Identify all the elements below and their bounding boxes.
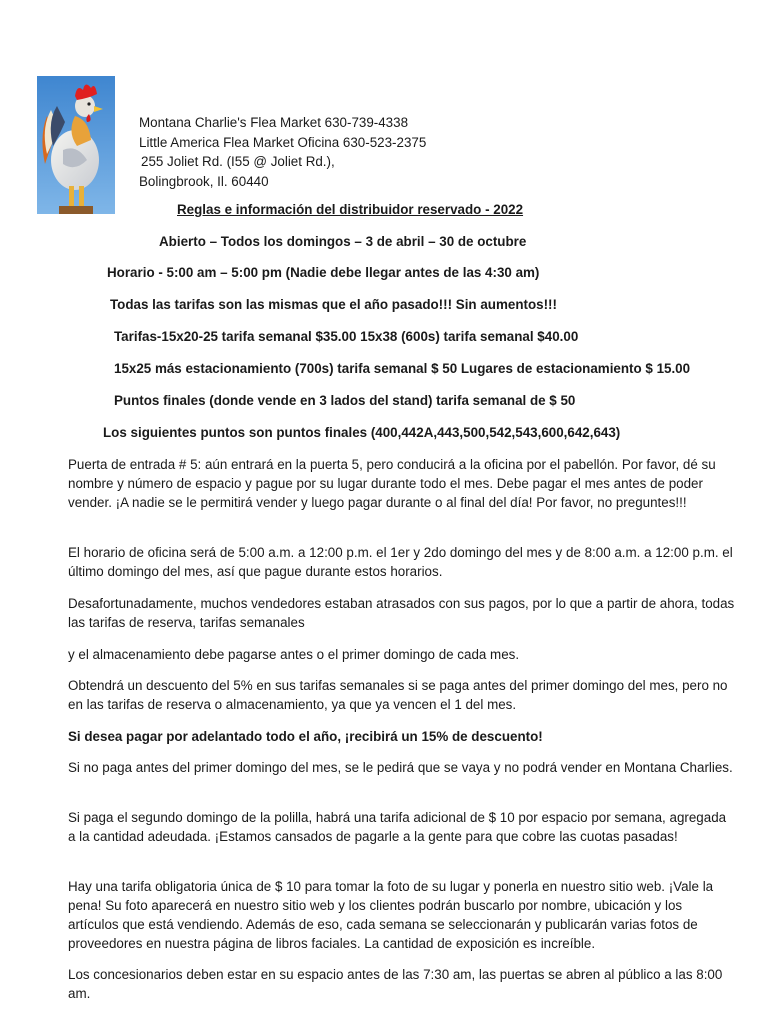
rooster-statue-icon (37, 76, 115, 214)
address-line-city: Bolingbrook, Il. 60440 (139, 173, 269, 189)
paragraph-annual-discount: Si desea pagar por adelantado todo el año, ¡recibirá un 15% de descuento! (68, 729, 543, 744)
endpoints-list: Los siguientes puntos son puntos finales (400,442A,443,500,542,543,600,642,643) (103, 425, 621, 440)
same-rates-notice: Todas las tarifas son las mismas que el año pasado!!! Sin aumentos!!! (110, 297, 557, 312)
address-block (139, 113, 426, 191)
address-line-little-america: Little America Flea Market Oficina 630-523-2375 (139, 134, 427, 150)
paragraph-office-hours: El horario de oficina será de 5:00 a.m. a 12:00 p.m. el 1er y 2do domingo del mes y de 8:00 a.m. a 12:00 p.m. el último domingo del mes, así que pague durante estos horarios. (68, 545, 733, 579)
address-line-street: 255 Joliet Rd. (I55 @ Joliet Rd.), (141, 154, 335, 169)
rooster-logo (37, 76, 115, 214)
paragraph-discount: Obtendrá un descuento del 5% en sus tarifas semanales si se paga antes del primer domingo del mes, pero no en las tarifas de reserva o almacenamiento, ya que ya vencen el 1 del mes. (68, 678, 728, 712)
hours: Horario - 5:00 am – 5:00 pm (Nadie debe llegar antes de las 4:30 am) (107, 265, 540, 280)
endpoints-rate: Puntos finales (donde vende en 3 lados del stand) tarifa semanal de $ 50 (114, 393, 576, 408)
paragraph-late-fee: Si paga el segundo domingo de la polilla, habrá una tarifa adicional de $ 10 por espacio por semana, agregada a la cantidad adeudada. ¡Estamos cansados de pagarle a la gente para que cobre las cuotas pasadas! (68, 810, 727, 844)
paragraph-photo-fee: Hay una tarifa obligatoria única de $ 10 para tomar la foto de su lugar y ponerla en nuestro sitio web. ¡Vale la pena! Su foto aparecerá en nuestro sitio web y los clientes podrán buscarlo por nombre, ubicación y los artículos que está vendiendo. Además de eso, cada semana se seleccionarán y publicarán varias fotos de proveedores en nuestra página de libros faciales. La cantidad de exposición es increíble. (68, 879, 714, 951)
paragraph-entrance-gate: Puerta de entrada # 5: aún entrará en la puerta 5, pero conducirá a la oficina por el pabellón. Por favor, dé su nombre y número de espacio y pague por su lugar durante todo el mes. Debe pagar el mes antes de poder vender. ¡A nadie se le permitirá vender y luego pagar durante o al final del día! Por favor, no preguntes!!! (68, 457, 716, 510)
open-dates: Abierto – Todos los domingos – 3 de abril – 30 de octubre (159, 234, 527, 249)
page-title: Reglas e información del distribuidor reservado - 2022 (177, 202, 524, 217)
rates-line-2: 15x25 más estacionamiento (700s) tarifa semanal $ 50 Lugares de estacionamiento $ 15.00 (114, 361, 691, 376)
paragraph-nonpayment: Si no paga antes del primer domingo del mes, se le pedirá que se vaya y no podrá vender en Montana Charlies. (68, 760, 733, 775)
address-line-montana: Montana Charlie's Flea Market 630-739-4338 (139, 115, 409, 130)
paragraph-late-payments: Desafortunadamente, muchos vendedores estaban atrasados con sus pagos, por lo que a partir de ahora, todas las tarifas de reserva, tarifas semanales (68, 596, 735, 630)
paragraph-arrival-time: Los concesionarios deben estar en su espacio antes de las 7:30 am, las puertas se abren al público a las 8:00 am. (68, 967, 723, 1001)
rates-line-1: Tarifas-15x20-25 tarifa semanal $35.00 15x38 (600s) tarifa semanal $40.00 (114, 329, 579, 344)
paragraph-storage: y el almacenamiento debe pagarse antes o el primer domingo de cada mes. (68, 647, 520, 662)
